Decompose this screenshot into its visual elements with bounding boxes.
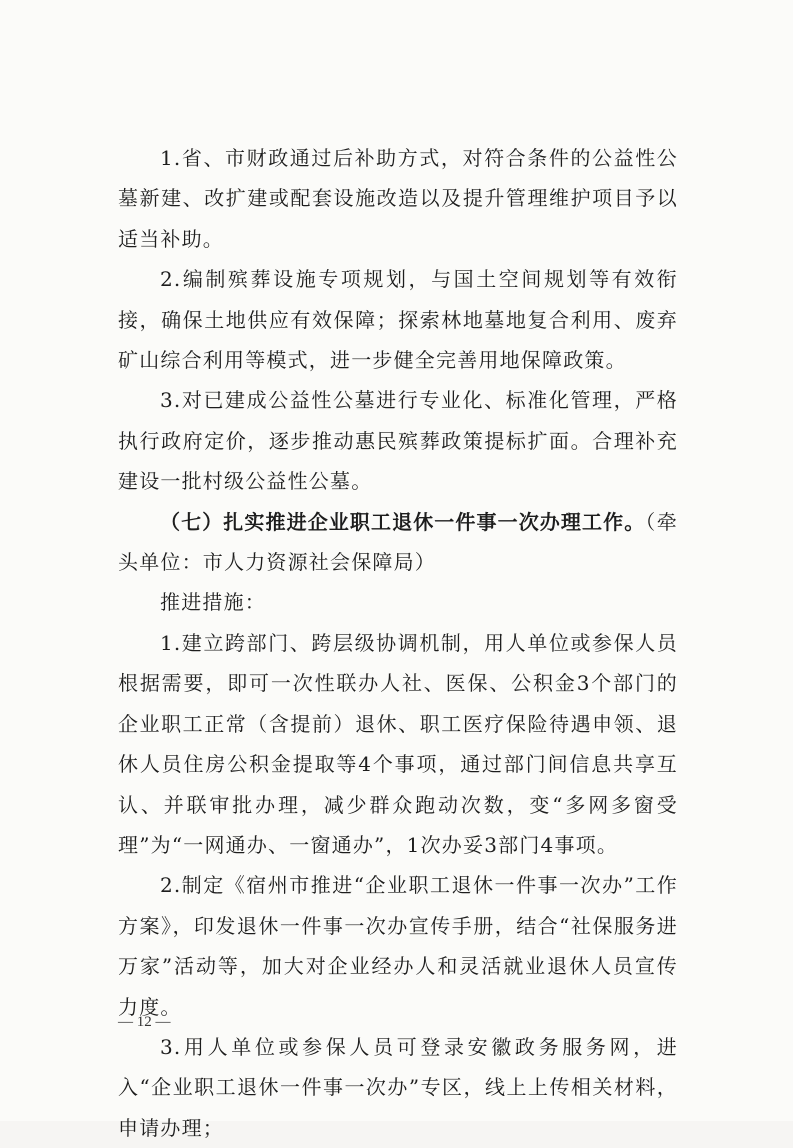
document-body bbox=[118, 138, 678, 1148]
section-heading bbox=[118, 502, 678, 583]
measure-item-3: 3.用人单位或参保人员可登录安徽政务服务网，进入“企业职工退休一件事一次办”专区，线上上传相关材料，申请办理； bbox=[118, 1034, 678, 1140]
measure-item-2: 2.制定《宿州市推进“企业职工退休一件事一次办”工作方案》，印发退休一件事一次办宣传手册，结合“社保服务进万家”活动等，加大对企业经办人和灵活就业退休人员宣传力度。 bbox=[118, 873, 678, 1019]
section-heading-title: （七）扎实推进企业职工退休一件事一次办理工作。 bbox=[160, 509, 646, 534]
section-heading-lead-unit: （牵头单位：市人力资源社会保障局） bbox=[118, 509, 678, 575]
paragraph-planning: 2.编制殡葬设施专项规划，与国土空间规划等有效衔接，确保土地供应有效保障；探索林地墓地复合利用、废弃矿山综合利用等模式，进一步健全完善用地保障政策。 bbox=[118, 267, 678, 373]
page-number: — 12 — bbox=[118, 1014, 171, 1030]
measure-item-1: 1.建立跨部门、跨层级协调机制，用人单位或参保人员根据需要，即可一次性联办人社、医保、公积金3个部门的企业职工正常（含提前）退休、职工医疗保险待遇申领、退休人员住房公积金提取等4个事项，通过部门间信息共享互认、并联审批办理，减少群众跑动次数，变“多网多窗受理”为“一网通办、一窗通办”，1次办妥3部门4事项。 bbox=[118, 630, 678, 857]
measures-label: 推进措施： bbox=[160, 590, 266, 615]
paragraph-subsidy: 1.省、市财政通过后补助方式，对符合条件的公益性公墓新建、改扩建或配套设施改造以及提升管理维护项目予以适当补助。 bbox=[118, 146, 678, 251]
paragraph-management: 3.对已建成公益性公墓进行专业化、标准化管理，严格执行政府定价，逐步推动惠民殡葬政策提标扩面。合理补充建设一批村级公益性公墓。 bbox=[118, 388, 678, 494]
